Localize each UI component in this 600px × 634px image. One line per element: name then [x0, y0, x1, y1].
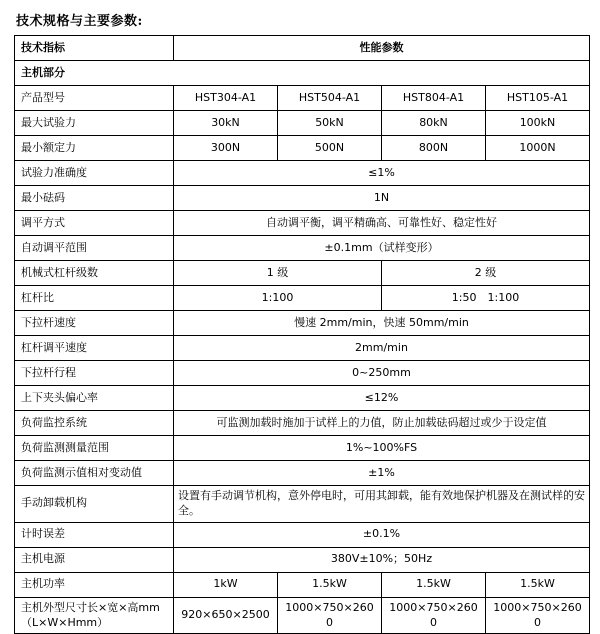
row-value: 500N	[278, 136, 382, 161]
row-label: 调平方式	[15, 211, 174, 236]
row-value: ≤12%	[174, 386, 590, 411]
table-row	[15, 136, 590, 161]
header-cell-parameters: 性能参数	[174, 36, 590, 61]
row-label: 负荷监测测量范围	[15, 436, 174, 461]
row-value: ±1%	[174, 461, 590, 486]
table-header-row	[15, 36, 590, 61]
row-label: 主机功率	[15, 572, 174, 597]
row-label: 自动调平范围	[15, 236, 174, 261]
header-cell-indicator: 技术指标	[15, 36, 174, 61]
row-value: 1000×750×2600	[486, 597, 590, 634]
row-value: 50kN	[278, 111, 382, 136]
row-label: 最小砝码	[15, 186, 174, 211]
row-value: 1000×750×2600	[382, 597, 486, 634]
row-value: 自动调平衡，调平精确高、可靠性好、稳定性好	[174, 211, 590, 236]
table-row	[15, 522, 590, 547]
table-row	[15, 336, 590, 361]
row-value: HST105-A1	[486, 86, 590, 111]
row-value: 80kN	[382, 111, 486, 136]
row-value: 慢速 2mm/min，快速 50mm/min	[174, 311, 590, 336]
row-value: ±0.1%	[174, 522, 590, 547]
row-label: 主机外型尺寸长×宽×高mm（L×W×Hmm）	[15, 597, 174, 634]
table-row	[15, 597, 590, 634]
table-section-row	[15, 61, 590, 86]
row-label: 试验力准确度	[15, 161, 174, 186]
row-value: 300N	[174, 136, 278, 161]
row-value: 2mm/min	[174, 336, 590, 361]
section-label-mainframe: 主机部分	[15, 61, 590, 86]
table-row	[15, 186, 590, 211]
table-row	[15, 86, 590, 111]
row-value: 0~250mm	[174, 361, 590, 386]
row-value: 100kN	[486, 111, 590, 136]
row-label: 下拉杆行程	[15, 361, 174, 386]
row-label: 杠杆比	[15, 286, 174, 311]
row-value: 设置有手动调节机构，意外停电时，可用其卸载，能有效地保护机器及在测试样的安全。	[174, 486, 590, 523]
row-value: 2 级	[382, 261, 590, 286]
row-value: 800N	[382, 136, 486, 161]
row-label: 最小额定力	[15, 136, 174, 161]
row-value: 1 级	[174, 261, 382, 286]
table-row	[15, 311, 590, 336]
row-value: 1%~100%FS	[174, 436, 590, 461]
row-value: 1N	[174, 186, 590, 211]
row-value: HST504-A1	[278, 86, 382, 111]
row-value: 1:50 1:100	[382, 286, 590, 311]
row-value: 1.5kW	[278, 572, 382, 597]
row-value: 1.5kW	[382, 572, 486, 597]
row-value: HST304-A1	[174, 86, 278, 111]
table-row	[15, 461, 590, 486]
row-label: 最大试验力	[15, 111, 174, 136]
table-row	[15, 436, 590, 461]
row-label: 手动卸载机构	[15, 486, 174, 523]
table-row	[15, 161, 590, 186]
table-row	[15, 547, 590, 572]
row-label: 主机电源	[15, 547, 174, 572]
row-value: 920×650×2500	[174, 597, 278, 634]
row-label: 负荷监控系统	[15, 411, 174, 436]
row-label: 计时误差	[15, 522, 174, 547]
table-row	[15, 411, 590, 436]
row-value: 1000N	[486, 136, 590, 161]
table-row	[15, 486, 590, 523]
row-label: 机械式杠杆级数	[15, 261, 174, 286]
row-value: 30kN	[174, 111, 278, 136]
row-value: 1.5kW	[486, 572, 590, 597]
row-value: ≤1%	[174, 161, 590, 186]
table-body	[15, 36, 590, 634]
table-row	[15, 361, 590, 386]
table-row	[15, 286, 590, 311]
table-row	[15, 211, 590, 236]
row-value: 可监测加载时施加于试样上的力值，防止加载砝码超过或少于设定值	[174, 411, 590, 436]
row-label: 产品型号	[15, 86, 174, 111]
page-title: 技术规格与主要参数:	[16, 14, 143, 29]
row-label: 负荷监测示值相对变动值	[15, 461, 174, 486]
row-value: 380V±10%；50Hz	[174, 547, 590, 572]
row-label: 上下夹头偏心率	[15, 386, 174, 411]
table-row	[15, 111, 590, 136]
row-value: 1000×750×2600	[278, 597, 382, 634]
row-label: 下拉杆速度	[15, 311, 174, 336]
row-label: 杠杆调平速度	[15, 336, 174, 361]
row-value: HST804-A1	[382, 86, 486, 111]
row-value: ±0.1mm（试样变形）	[174, 236, 590, 261]
row-value: 1kW	[174, 572, 278, 597]
specifications-table	[14, 35, 590, 634]
row-value: 1:100	[174, 286, 382, 311]
table-row	[15, 261, 590, 286]
table-row	[15, 236, 590, 261]
table-row	[15, 386, 590, 411]
table-row	[15, 572, 590, 597]
